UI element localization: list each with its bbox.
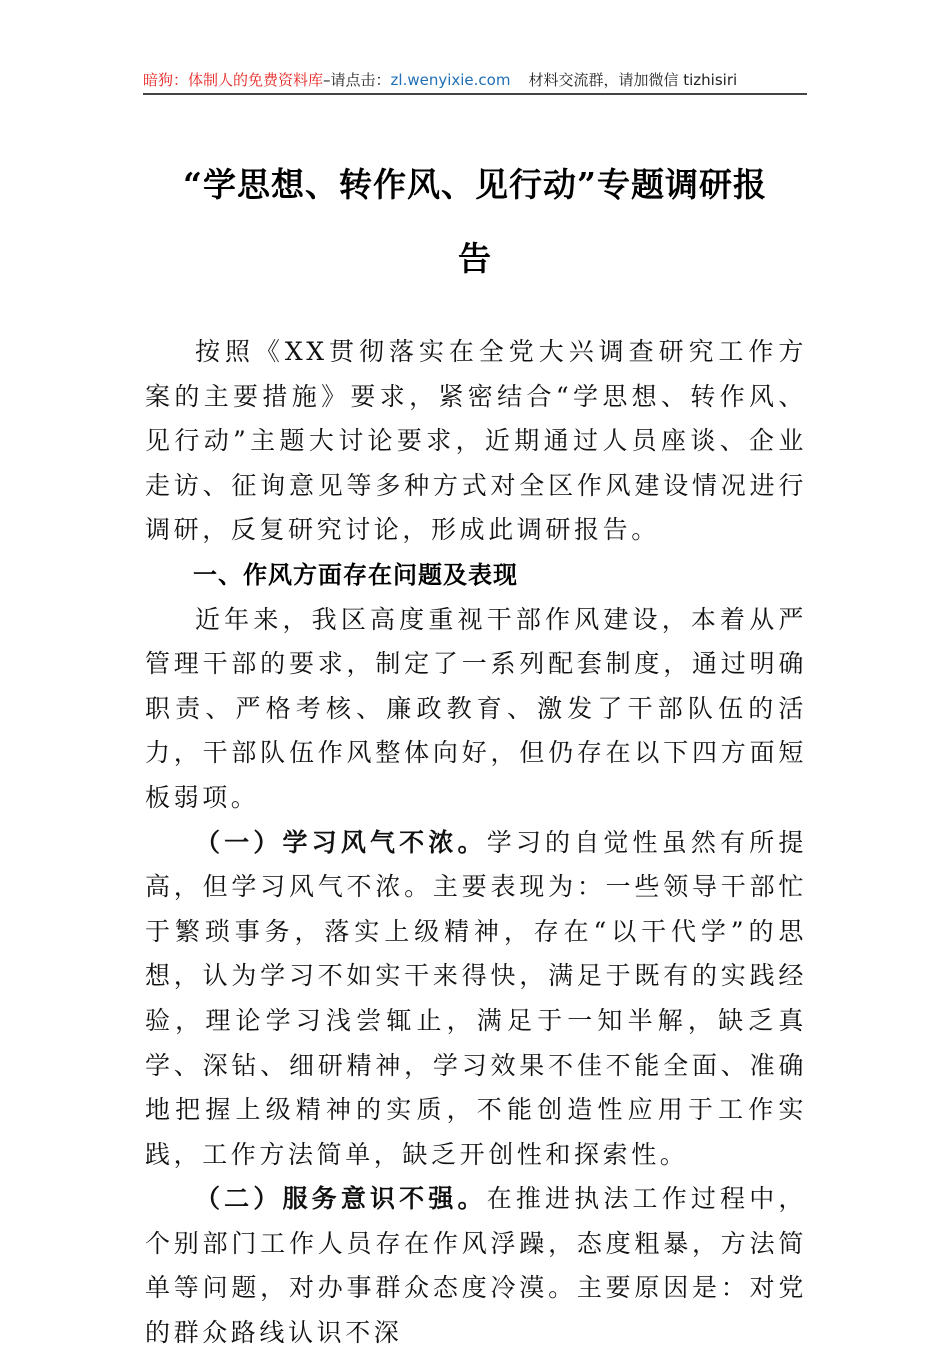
item-1-paragraph <box>145 821 807 1178</box>
item-2-text: 在推进执法工作过程中，个别部门工作人员存在作风浮躁，态度粗暴，方法简单等问题，对办事群众态度冷漠。主要原因是：对党的群众路线认识不深 <box>145 1184 807 1348</box>
document-title <box>150 148 800 296</box>
title-line-1: “学思想、转作风、见行动”专题调研报 <box>183 165 767 204</box>
section1-intro-paragraph: 近年来，我区高度重视干部作风建设，本着从严管理干部的要求，制定了一系列配套制度，通过明确职责、严格考核、廉政教育、激发了干部队伍的活力，干部队伍作风整体向好，但仍存在以下四方面短板弱项。 <box>145 604 807 812</box>
item-1-text: 学习的自觉性虽然有所提高，但学习风气不浓。主要表现为：一些领导干部忙于繁琐事务，落实上级精神，存在“以干代学”的思想，认为学习不如实干来得快，满足于既有的实践经验，理论学习浅尝辄止，满足于一知半解，缺乏真学、深钻、细研精神，学习效果不佳不能全面、准确地把握上级精神的实质，不能创造性应用于工作实践，工作方法简单，缺乏开创性和探索性。 <box>145 827 807 1169</box>
site-link[interactable]: zl.wenyixie.com <box>390 71 511 89</box>
item-1-lead: （一）学习风气不浓。 <box>195 827 487 857</box>
section-heading-1: 一、作风方面存在问题及表现 <box>193 560 518 589</box>
cta-text: –请点击： <box>323 71 391 89</box>
brand-text: 暗狗：体制人的免费资料库 <box>143 71 324 89</box>
item-2-lead: （二）服务意识不强。 <box>195 1184 487 1214</box>
header-divider <box>143 93 807 95</box>
item-2-paragraph <box>145 1177 807 1355</box>
title-line-2: 告 <box>458 239 492 278</box>
contact-text: 材料交流群，请加微信 tizhisiri <box>528 71 738 89</box>
watermark-header <box>143 66 807 94</box>
document-body <box>145 330 807 1356</box>
intro-paragraph: 按照《XX贯彻落实在全党大兴调查研究工作方案的主要措施》要求，紧密结合“学思想、转作风、见行动”主题大讨论要求，近期通过人员座谈、企业走访、征询意见等多种方式对全区作风建设情况进行调研，反复研究讨论，形成此调研报告。 <box>145 337 807 545</box>
